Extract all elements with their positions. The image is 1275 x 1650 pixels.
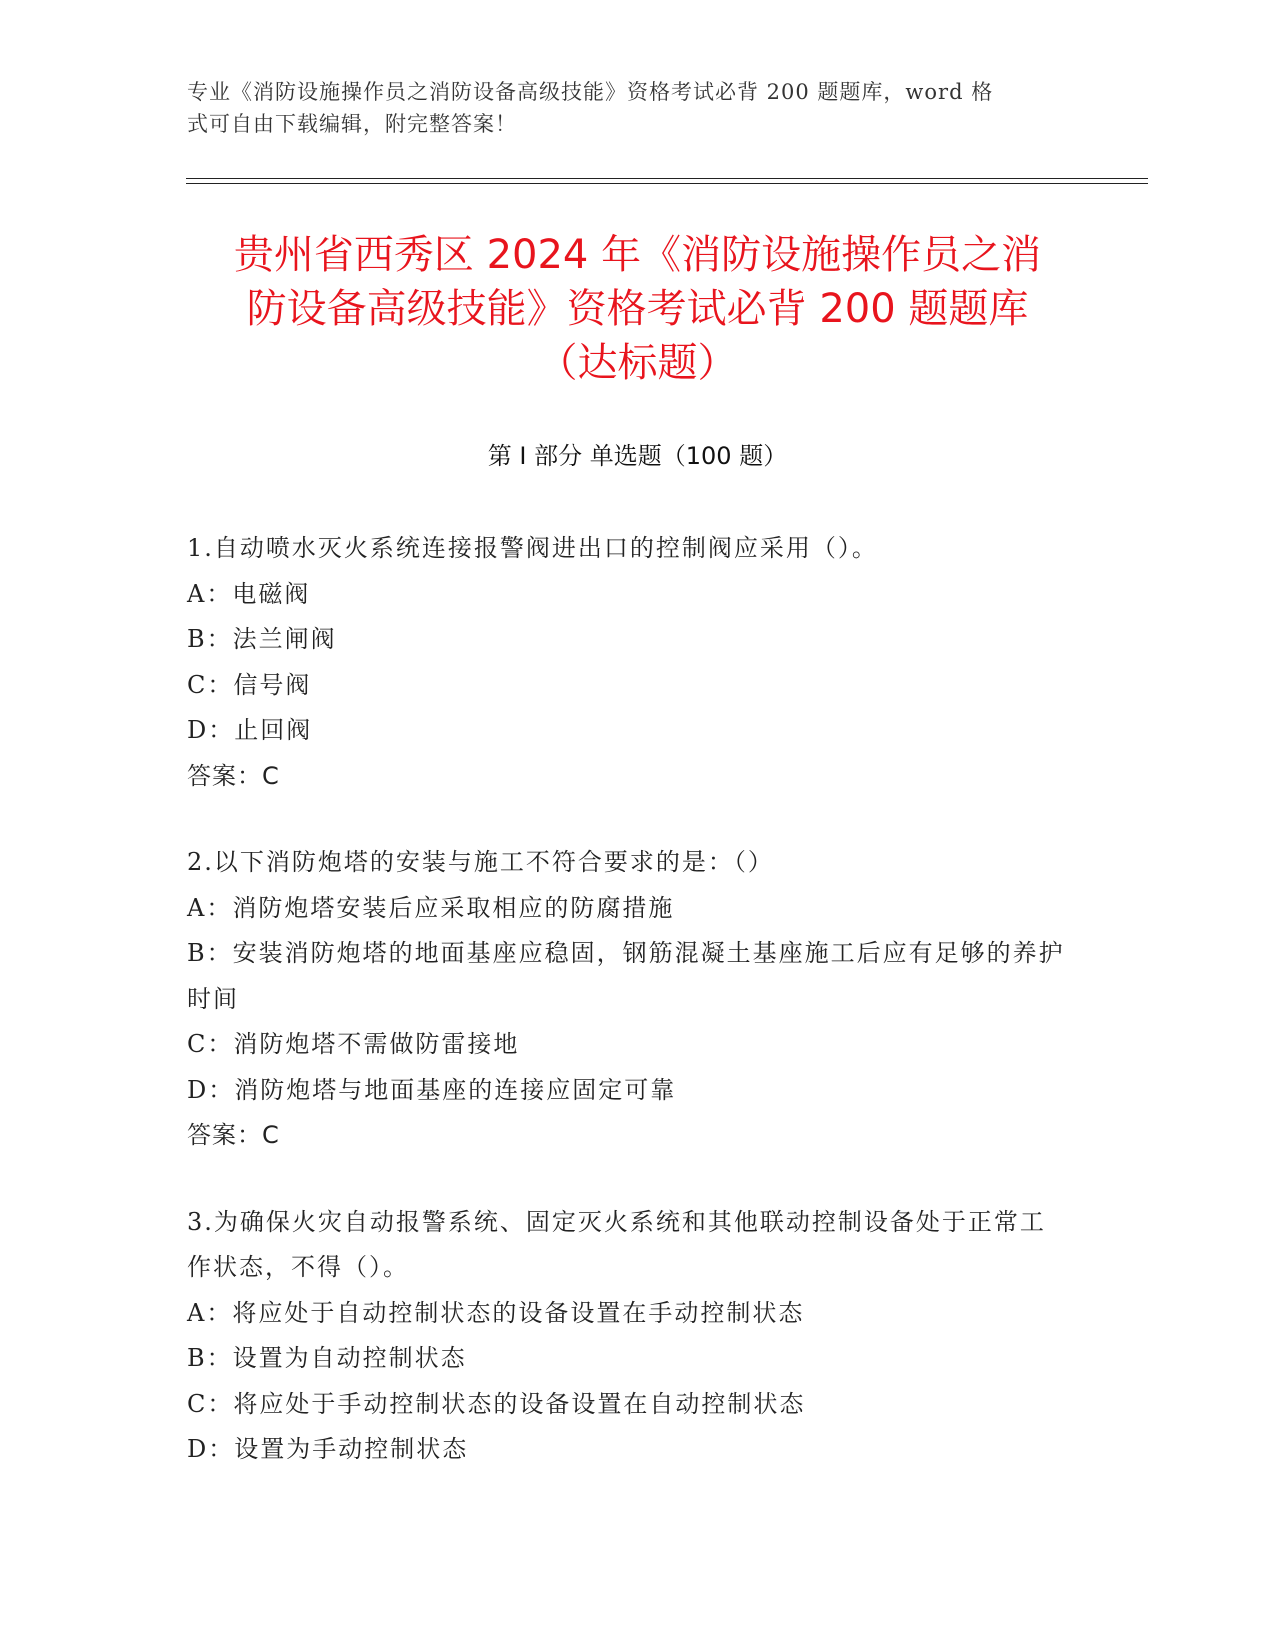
header-divider-bottom xyxy=(186,183,1148,184)
question-3 xyxy=(187,1200,1067,1473)
section-heading: 第 I 部分 单选题（100 题） xyxy=(487,442,788,470)
option-d: D：消防炮塔与地面基座的连接应固定可靠 xyxy=(187,1075,677,1104)
option-b: B：设置为自动控制状态 xyxy=(187,1344,467,1372)
question-1 xyxy=(187,526,1067,799)
question-2 xyxy=(187,840,1067,1159)
question-stem: 3.为确保火灾自动报警系统、固定灭火系统和其他联动控制设备处于正常工作状态，不得（）。 xyxy=(187,1207,1046,1281)
header-note-line-1: 专业《消防设施操作员之消防设备高级技能》资格考试必背 200 题题库，word 格 xyxy=(187,80,994,104)
title-line-2: 防设备高级技能》资格考试必背 200 题题库 xyxy=(246,286,1029,332)
answer-line: 答案：C xyxy=(187,1121,280,1149)
question-stem: 1.自动喷水灭火系统连接报警阀进出口的控制阀应采用（）。 xyxy=(187,534,878,562)
option-d: D：止回阀 xyxy=(187,716,313,744)
option-c: C：将应处于手动控制状态的设备设置在自动控制状态 xyxy=(187,1389,806,1418)
title-line-1: 贵州省西秀区 2024 年《消防设施操作员之消 xyxy=(233,232,1042,278)
option-b: B：法兰闸阀 xyxy=(187,625,337,653)
answer-line: 答案：C xyxy=(187,761,280,790)
header-note-line-2: 式可自由下载编辑，附完整答案！ xyxy=(187,112,517,136)
question-list xyxy=(187,526,1067,1514)
header-note xyxy=(187,76,1067,140)
question-stem: 2.以下消防炮塔的安装与施工不符合要求的是：（） xyxy=(187,848,774,876)
title-line-3: （达标题） xyxy=(537,340,738,386)
option-a: A：电磁阀 xyxy=(187,579,311,608)
option-c: C：消防炮塔不需做防雷接地 xyxy=(187,1030,520,1058)
option-a: A：将应处于自动控制状态的设备设置在手动控制状态 xyxy=(187,1298,805,1327)
option-c: C：信号阀 xyxy=(187,670,312,699)
document-title xyxy=(180,228,1095,390)
option-b: B：安装消防炮塔的地面基座应稳固，钢筋混凝土基座施工后应有足够的养护时间 xyxy=(187,939,1065,1013)
header-divider-top xyxy=(186,178,1148,179)
option-d: D：设置为手动控制状态 xyxy=(187,1435,469,1463)
option-a: A：消防炮塔安装后应采取相应的防腐措施 xyxy=(187,893,675,922)
